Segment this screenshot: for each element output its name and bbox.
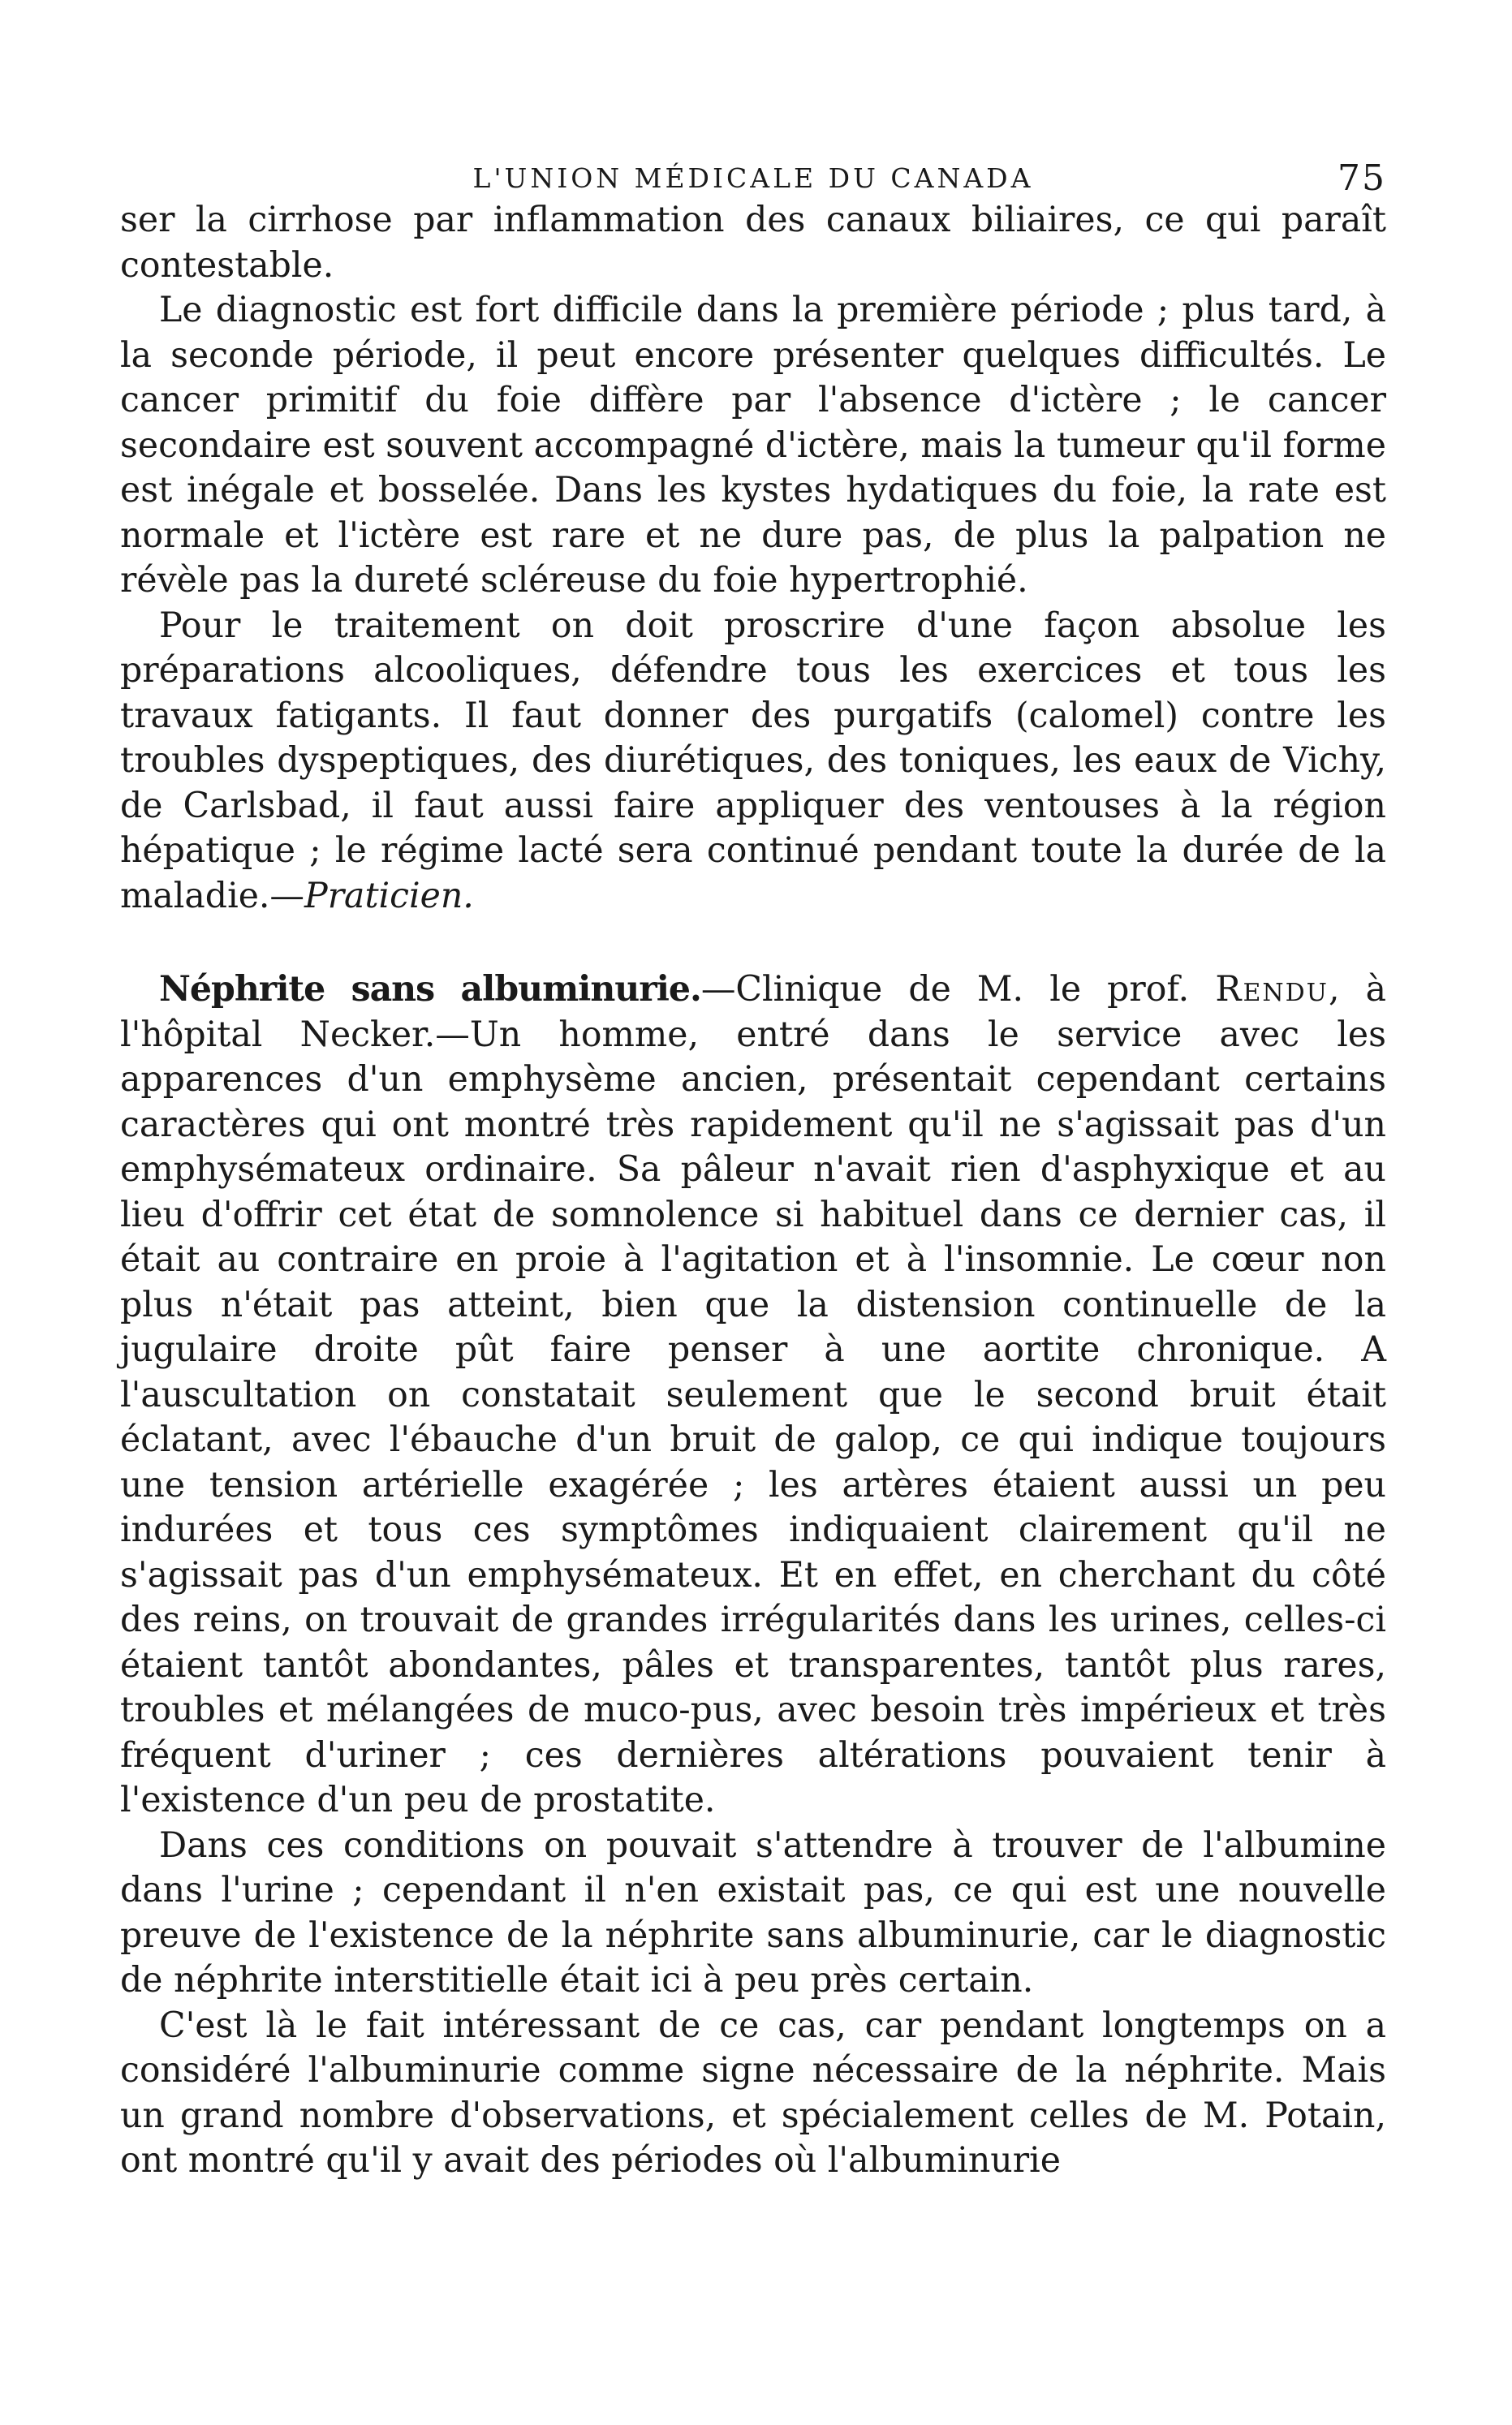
paragraph-continued: ser la cirrhose par inflammation des canaux biliaires, ce qui paraît contestable. [120, 200, 1386, 286]
document-page [120, 130, 1386, 2386]
article-separator [120, 919, 1386, 967]
article-lead-rest: , à l'hôpital Necker.—Un homme, entré dans le service avec les apparences d'un emphysème ancien, présentait cependant certains caractères qui ont montré très rapidement qu'il ne s'agissait pas d'un emphysémateux ordinaire. Sa pâleur n'avait rien d'asphyxique et au lieu d'offrir cet état de somnolence si habituel dans ce dernier cas, il était au contraire en proie à l'agitation et à l'insomnie. Le cœur non plus n'était pas atteint, bien que la distension continuelle de la jugulaire droite pût faire penser à une aortite chronique. A l'auscultation on constatait seulement que le second bruit était éclatant, avec l'ébauche d'un bruit de galop, ce qui indique toujours une tension artérielle exagérée ; les artères étaient aussi un peu indurées et tous ces symptômes indiquaient clairement qu'il ne s'agissait pas d'un emphysémateux. Et en effet, en cherchant du côté des reins, on trouvait de grandes irrégularités dans les urines, celles-ci étaient tantôt abondantes, pâles et transparentes, tantôt plus rares, troubles et mélangées de muco-pus, avec besoin très impérieux et très fréquent d'uriner ; ces dernières altérations pouvaient tenir à l'existence d'un peu de prostatite. [120, 969, 1386, 1820]
paragraph-diagnostic: Le diagnostic est fort difficile dans la première période ; plus tard, à la seconde période, il peut encore présenter quelques difficultés. Le cancer primitif du foie diffère par l'absence d'ictère ; le cancer secondaire est souvent accompagné d'ictère, mais la tumeur qu'il forme est inégale et bosselée. Dans les kystes hydatiques du foie, la rate est normale et l'ictère est rare et ne dure pas, de plus la palpation ne révèle pas la dureté scléreuse du foie hypertrophié. [120, 290, 1386, 601]
body-text [120, 198, 1386, 2184]
treatment-text: Pour le traitement on doit proscrire d'une façon absolue les préparations alcooliques, défendre tous les exercices et tous les travaux fatigants. Il faut donner des purgatifs (calomel) contre les troubles dyspeptiques, des diurétiques, des toniques, les eaux de Vichy, de Carlsbad, il faut aussi faire appliquer des ventouses à la région hépatique ; le régime lacté sera continué pendant toute la durée de la maladie.— [120, 605, 1386, 916]
journal-title: L'UNION MÉDICALE DU CANADA [472, 162, 1034, 194]
article-lead-in: —Clinique de M. le prof. [700, 969, 1190, 1010]
paragraph-albumin: Dans ces conditions on pouvait s'attendre à trouver de l'albumine dans l'urine ; cependant il n'en existait pas, ce qui est une nouvelle preuve de l'existence de la néphrite sans albuminurie, car le diagnostic de néphrite interstitielle était ici à peu près certain. [120, 1824, 1386, 2001]
running-head [120, 130, 1386, 199]
article-lead-paragraph [120, 967, 1386, 1824]
professor-name: Rendu [1215, 969, 1329, 1010]
article-heading: Néphrite sans albuminurie. [159, 969, 701, 1010]
paragraph-interest: C'est là le fait intéressant de ce cas, car pendant longtemps on a considéré l'albuminurie comme signe nécessaire de la néphrite. Mais un grand nombre d'observations, et spécialement celles de M. Potain, ont montré qu'il y avait des périodes où l'albuminurie [120, 2005, 1386, 2181]
paragraph-treatment [120, 604, 1386, 920]
source-credit: Praticien. [304, 875, 474, 916]
page-number: 75 [1338, 157, 1386, 199]
